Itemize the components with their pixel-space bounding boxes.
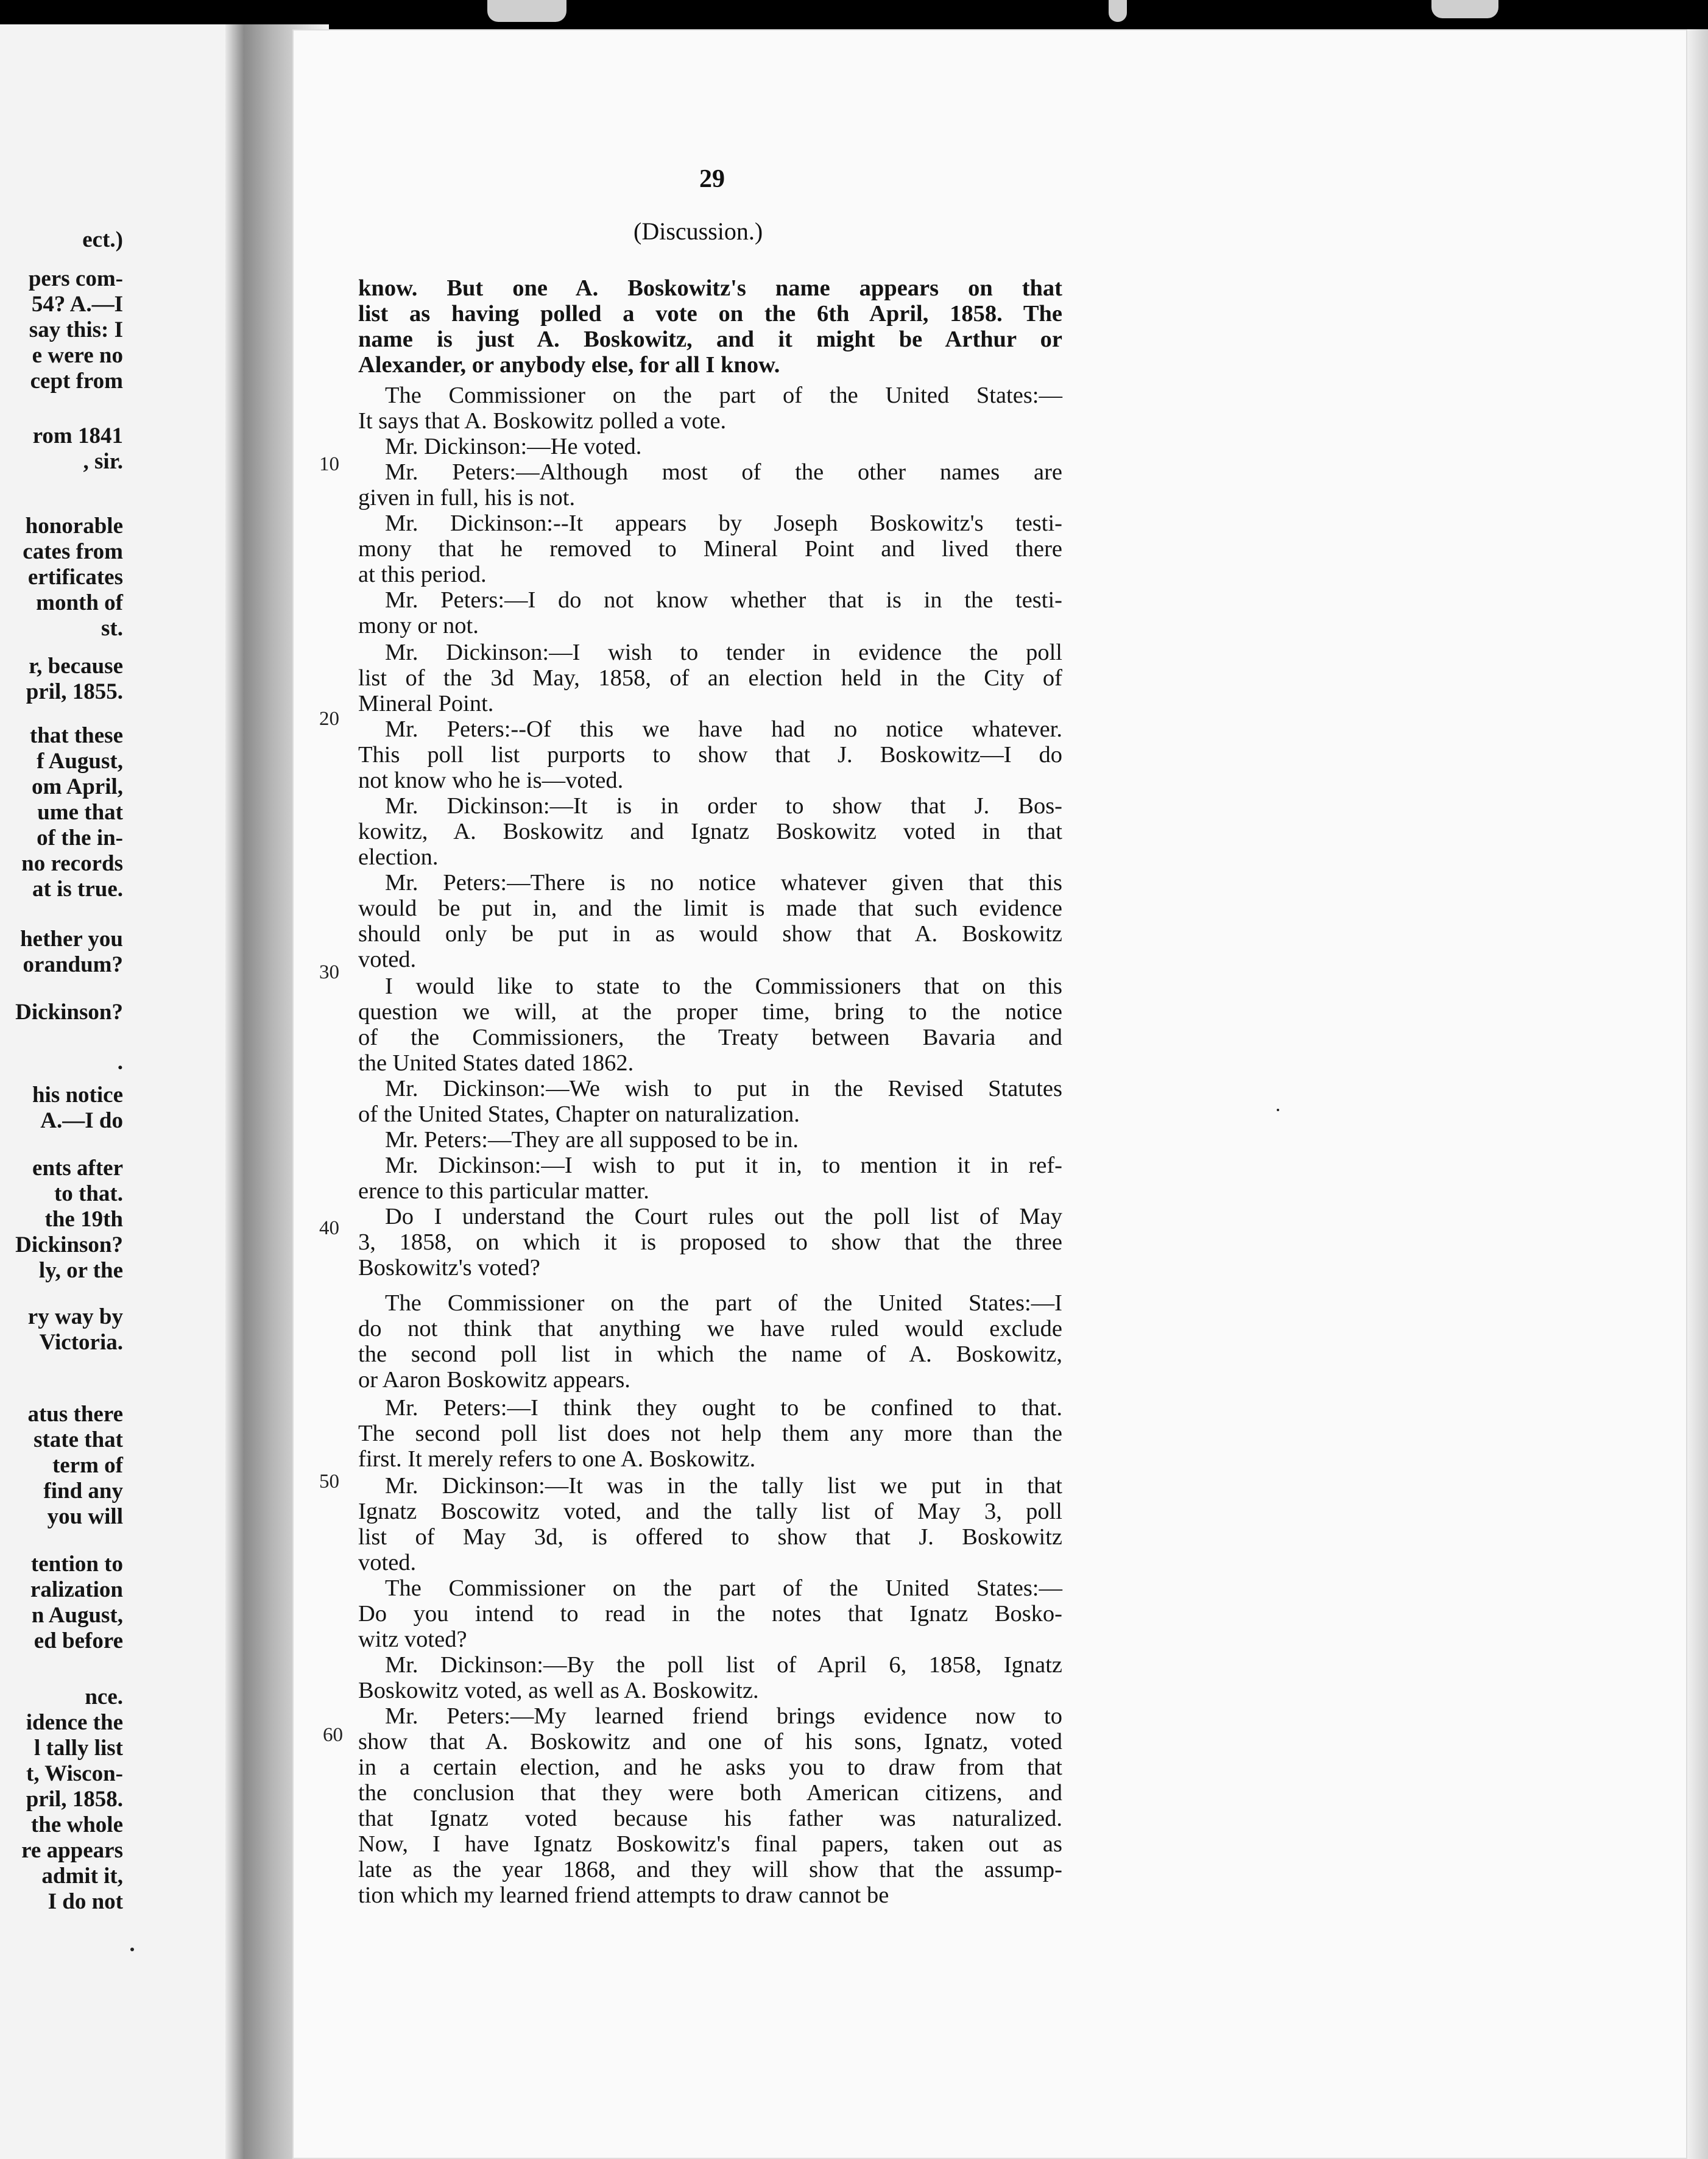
scan-artifact [1109, 0, 1127, 22]
page-number: 29 [699, 165, 725, 193]
left-page-line: the whole [30, 1812, 123, 1837]
left-page-line: you will [47, 1504, 123, 1529]
text-line: of the Commissioners, the Treaty between Bavaria and [358, 1025, 1062, 1050]
line-number: 40 [319, 1217, 339, 1239]
text-line: Do you intend to read in the notes that Ignatz Bosko- [358, 1601, 1062, 1627]
left-page-line: . [117, 1050, 123, 1075]
left-page-line: pril, 1855. [26, 679, 123, 704]
left-page-line: Dickinson? [15, 1232, 123, 1257]
text-line: The Commissioner on the part of the United States:— [385, 1575, 1062, 1601]
text-line: Mineral Point. [358, 691, 494, 716]
left-page-line: ents after [32, 1156, 123, 1181]
left-page-line: I do not [48, 1889, 123, 1914]
left-page-line: n August, [31, 1603, 123, 1628]
left-page-line: hether you [20, 927, 123, 952]
left-page-line: admit it, [41, 1864, 123, 1889]
left-page-line: r, because [29, 654, 123, 679]
left-page-line: that these [29, 723, 123, 748]
left-page-line: no records [21, 851, 123, 876]
text-line: Mr. Dickinson:—He voted. [385, 434, 642, 459]
text-line: Mr. Dickinson:—I wish to tender in evidence the poll [385, 640, 1062, 665]
line-number: 10 [319, 453, 339, 475]
text-line: Mr. Peters:—I do not know whether that is in the testi- [385, 587, 1062, 613]
text-line: Alexander, or anybody else, for all I know. [358, 352, 780, 378]
left-page-line: Victoria. [39, 1330, 123, 1355]
text-line: Do I understand the Court rules out the poll list of May [385, 1204, 1062, 1229]
text-line: This poll list purports to show that J. Boskowitz—I do [358, 742, 1062, 768]
left-page-line: ect.) [82, 227, 123, 252]
text-line: list of the 3d May, 1858, of an election held in the City of [358, 665, 1062, 691]
left-page-line: tention to [30, 1552, 123, 1577]
text-line: The second poll list does not help them any more than the [358, 1421, 1062, 1446]
left-page-line: f August, [37, 749, 123, 774]
line-number: 20 [319, 708, 339, 730]
left-page-line: orandum? [23, 952, 123, 977]
text-line: mony or not. [358, 613, 479, 638]
text-line: Mr. Dickinson:—I wish to put it in, to mention it in ref- [385, 1153, 1062, 1178]
text-line: election. [358, 844, 439, 870]
text-line: the conclusion that they were both American citizens, and [358, 1780, 1062, 1806]
line-number: 60 [323, 1724, 343, 1746]
text-line: Boskowitz's voted? [358, 1255, 540, 1281]
scan-artifact [1431, 0, 1498, 18]
left-page-line: state that [34, 1427, 123, 1452]
left-page-line: his notice [32, 1083, 123, 1108]
text-line: know. But one A. Boskowitz's name appears on that [358, 275, 1062, 301]
left-page-line: honorable [25, 514, 123, 539]
left-page-line: om April, [31, 774, 123, 799]
text-line: late as the year 1868, and they will show that the assump- [358, 1857, 1062, 1882]
text-line: not know who he is—voted. [358, 768, 624, 793]
text-line: Mr. Dickinson:—By the poll list of April 6, 1858, Ignatz [385, 1652, 1062, 1678]
left-page-line: re appears [21, 1838, 123, 1863]
left-page-line: idence the [26, 1710, 123, 1735]
text-line: the United States dated 1862. [358, 1050, 634, 1076]
text-line: tion which my learned friend attempts to draw cannot be [358, 1882, 889, 1908]
text-line: witz voted? [358, 1627, 467, 1652]
left-page-line: st. [101, 616, 123, 641]
left-page-line: month of [36, 590, 123, 615]
left-page-line: say this: I [29, 317, 123, 342]
text-line: Mr. Dickinson:—It was in the tally list we put in that [385, 1473, 1062, 1499]
text-line: Mr. Peters:—There is no notice whatever given that this [385, 870, 1062, 896]
text-line: or Aaron Boskowitz appears. [358, 1367, 630, 1393]
text-line: Mr. Peters:—Although most of the other names are [385, 459, 1062, 485]
text-line: The Commissioner on the part of the United States:— [385, 383, 1062, 408]
text-line: It says that A. Boskowitz polled a vote. [358, 408, 727, 434]
line-number: 50 [319, 1471, 339, 1493]
text-line: the second poll list in which the name of A. Boskowitz, [358, 1341, 1062, 1367]
text-line: Now, I have Ignatz Boskowitz's final papers, taken out as [358, 1831, 1062, 1857]
text-line: given in full, his is not. [358, 485, 576, 511]
text-line: Mr. Dickinson:—We wish to put in the Revised Statutes [385, 1076, 1062, 1101]
text-line: Boskowitz voted, as well as A. Boskowitz. [358, 1678, 759, 1703]
left-page-line: 54? A.—I [31, 292, 123, 317]
left-page-line: ume that [37, 800, 123, 825]
text-line: voted. [358, 1550, 417, 1575]
text-line: Mr. Dickinson:—It is in order to show that J. Bos- [385, 793, 1062, 819]
text-line: Mr. Peters:—My learned friend brings evidence now to [385, 1703, 1062, 1729]
left-page-line: ertificates [27, 565, 123, 590]
text-line: kowitz, A. Boskowitz and Ignatz Boskowitz voted in that [358, 819, 1062, 844]
left-page-line: find any [43, 1479, 123, 1504]
text-line: Mr. Peters:—They are all supposed to be in. [385, 1127, 799, 1153]
left-page-line: term of [52, 1453, 123, 1478]
left-page-line: pril, 1858. [26, 1787, 123, 1812]
text-line: at this period. [358, 562, 487, 587]
text-line: do not think that anything we have ruled would exclude [358, 1316, 1062, 1341]
left-page-line: cates from [23, 539, 123, 564]
running-head: (Discussion.) [633, 217, 763, 245]
text-line: The Commissioner on the part of the United States:—I [385, 1290, 1062, 1316]
ink-speck [130, 1948, 134, 1951]
text-line: Mr. Dickinson:--It appears by Joseph Boskowitz's testi- [385, 511, 1062, 536]
page-edge [1687, 29, 1708, 2159]
text-line: Mr. Peters:--Of this we have had no notice whatever. [385, 716, 1062, 742]
text-line: question we will, at the proper time, bring to the notice [358, 999, 1062, 1025]
left-page-line: the 19th [44, 1207, 123, 1232]
text-line: voted. [358, 947, 417, 972]
left-page-line: t, Wiscon- [26, 1761, 123, 1786]
text-line: Ignatz Boscowitz voted, and the tally list of May 3, poll [358, 1499, 1062, 1524]
text-line: in a certain election, and he asks you to draw from that [358, 1754, 1062, 1780]
left-page-line: ralization [30, 1577, 123, 1602]
left-page-line: ly, or the [38, 1258, 123, 1283]
left-page-line: cept from [30, 369, 123, 394]
left-page-line: atus there [27, 1402, 123, 1427]
left-page-line: nce. [85, 1684, 123, 1709]
text-line: show that A. Boskowitz and one of his sons, Ignatz, voted [358, 1729, 1062, 1754]
left-page-line: at is true. [32, 877, 123, 902]
ink-speck [1277, 1109, 1279, 1111]
text-line: erence to this particular matter. [358, 1178, 649, 1204]
text-line: first. It merely refers to one A. Boskowitz. [358, 1446, 756, 1472]
left-page-line: Dickinson? [15, 1000, 123, 1025]
text-line: Mr. Peters:—I think they ought to be confined to that. [385, 1395, 1062, 1421]
left-page-line: of the in- [37, 825, 123, 850]
text-line: list as having polled a vote on the 6th April, 1858. The [358, 301, 1062, 327]
left-page-line: ry way by [27, 1304, 123, 1329]
text-line: mony that he removed to Mineral Point and lived there [358, 536, 1062, 562]
text-line: 3, 1858, on which it is proposed to show that the three [358, 1229, 1062, 1255]
text-line: that Ignatz voted because his father was naturalized. [358, 1806, 1062, 1831]
text-line: would be put in, and the limit is made that such evidence [358, 896, 1062, 921]
left-page-line: pers com- [28, 266, 123, 291]
left-page-line: ed before [34, 1628, 123, 1653]
text-line: should only be put in as would show that A. Boskowitz [358, 921, 1062, 947]
scan-artifact [487, 0, 566, 22]
left-page-line: l tally list [34, 1736, 123, 1761]
text-line: I would like to state to the Commissioners that on this [385, 973, 1062, 999]
left-page-line: rom 1841 [32, 423, 123, 448]
text-line: of the United States, Chapter on naturalization. [358, 1101, 800, 1127]
left-page-line: to that. [54, 1181, 123, 1206]
text-line: list of May 3d, is offered to show that J. Boskowitz [358, 1524, 1062, 1550]
line-number: 30 [319, 961, 339, 983]
left-page-line: e were no [32, 343, 123, 368]
text-line: name is just A. Boskowitz, and it might be Arthur or [358, 327, 1062, 352]
left-page-line: A.—I do [40, 1108, 123, 1133]
left-page-line: , sir. [83, 449, 123, 474]
